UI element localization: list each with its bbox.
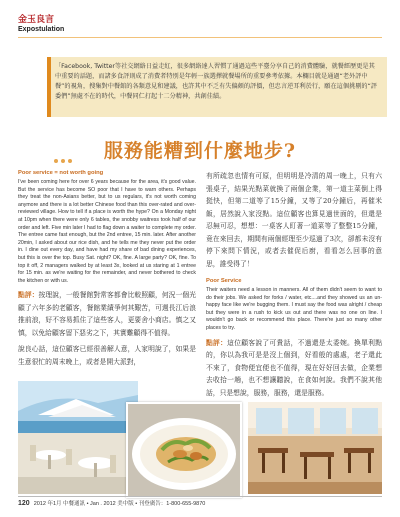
header-divider bbox=[18, 37, 382, 38]
restaurant-interior-photo bbox=[248, 402, 382, 494]
comment-1-continued: 說良心話，這位顧客已經很善解人意，人家明說了，如果是生意很忙的周末晚上，或者是開大派對， bbox=[18, 345, 196, 366]
intro-accent-bar bbox=[47, 57, 51, 117]
comment-2 bbox=[206, 337, 382, 400]
footer-text: 2012 年1月 中餐通訊 • Jan . 2012 美中版 • 刊登廣告：1-800-655-9870 bbox=[33, 501, 206, 507]
review-subtitle-2: Poor Service bbox=[206, 278, 242, 284]
food-dish-photo bbox=[126, 402, 242, 498]
comment-label: 點評： bbox=[206, 338, 228, 347]
section-title-zh: 金玉良言 bbox=[18, 15, 55, 25]
comment-text: 按理說，一般餐館對常客都會比較照顧，何況一個光顧了六年多的老顧客，餐館業績爭何其艱苦，可週長江后浪推前浪，好不容易抓住了這些客人，更要舍小商店。慎之又慎，以免給顧客留下惡劣之下，其實難顧得不值得。 bbox=[18, 291, 197, 337]
page-number: 120 bbox=[18, 500, 30, 507]
left-column bbox=[18, 170, 196, 368]
page-footer bbox=[18, 496, 382, 511]
review-text-1: I've been coming here for over 6 years because for the area, it's good value. But the service has become SO poor that I have to warn others. Perhaps they treat the non-Asians better, but to us regulars, it's not worth coming anymore and there is a lot better Chinese food than this over-rated and over-reviewed village. How to tell if a place is worth the hype? On a Monday night at 10pm when there were only 6 tables, the snobby waitress took half of our order and left. Five min later I had to flag down a waiter to complete my order. The entree came fast enough, but the 2nd entree, 15 min. later. After another 20min, I asked about our rice dish, and he tells me they never put the order in. I dine out every day, and have had my share of bad dining experiences, but this is over the top. Busy Sat. night? OK, fine. A large party? OK, fine. To top it off, 2 managers walked by at least 3x, looked at us staring at 1 entree for 15 min. as we're waiting for the remainder, and never bothered to check the kitchen or with us. bbox=[18, 179, 196, 284]
section-title-en: Expostulation bbox=[18, 26, 65, 33]
review-text-2: Their waiters need a lesson in manners. All of them didn't seem to want to do their jobs. We asked for forks / water, etc....and they showed us an un-happy face like we're bugging them. I must say the food was alright / cheap but they were in a rush to kick us out and there was no one on line. I wouldn't go back or recommend this place. There're just so many other places to try. bbox=[206, 287, 382, 331]
comment-label: 點評： bbox=[18, 291, 39, 300]
section-header bbox=[18, 15, 64, 34]
restaurant-patio-photo bbox=[18, 381, 138, 494]
intro-text: 「Facebook, Twitter等社交網絡日益走紅，很多網絡達人習慣了通過這些平臺分享自己的消費體驗，就餐經歷更是其中重要的話題，而諸多食評則成了消費者特別是年輕一族選擇就餐場所的重要參考依據。本欄目就是通過“老外評中餐”的視角，搜集對中餐館的各類意見和建議，也許其中不乏有失偏頗的評價，但忠言逆耳利於行，願在這個挑剔的“評委們”無處不在的時代，中餐同仁打起十二分精神，共創佳績。 bbox=[55, 63, 377, 100]
intro-box bbox=[47, 57, 387, 117]
article-title: 服務能糟到什麼地步? bbox=[103, 140, 297, 162]
comment-text: 這位顧客說了可貴話，不過還是太委婉。換單利點的，你以為我可是是沒上個到，好看般的處處，老子還此不來了，食物便宜便也不值得，現在好好回去做，企業想去收拾一趟，也不想讓聽說，在食如何說。我們不說其他話，只是想說，服務，服務，還是服務。 bbox=[206, 338, 383, 397]
review-subtitle-1: Poor service = not worth going bbox=[18, 170, 104, 176]
comment-1 bbox=[18, 289, 196, 339]
right-column bbox=[206, 170, 382, 399]
comment-1-right: 有所疏忽也情有可原，但明明是冷清的周一晚上，只有六張桌子，結果光點菜就換了兩個企業，第一道主菜倒上得挺快，但第二道等了15分鐘，又等了20分鐘后，再催米飯，居然說入家沒點。這位顧客也算見過世面的，但還是忍無可忍，想想：一桌客人盯著一道菜等了整整15分鐘，竟在來回去，期間有兩個經理至少巡過了3次，卻都未沒有停下來問下情況，或者去催促后廚，看看怎么回事的意思，誰受得了！ bbox=[206, 172, 382, 268]
